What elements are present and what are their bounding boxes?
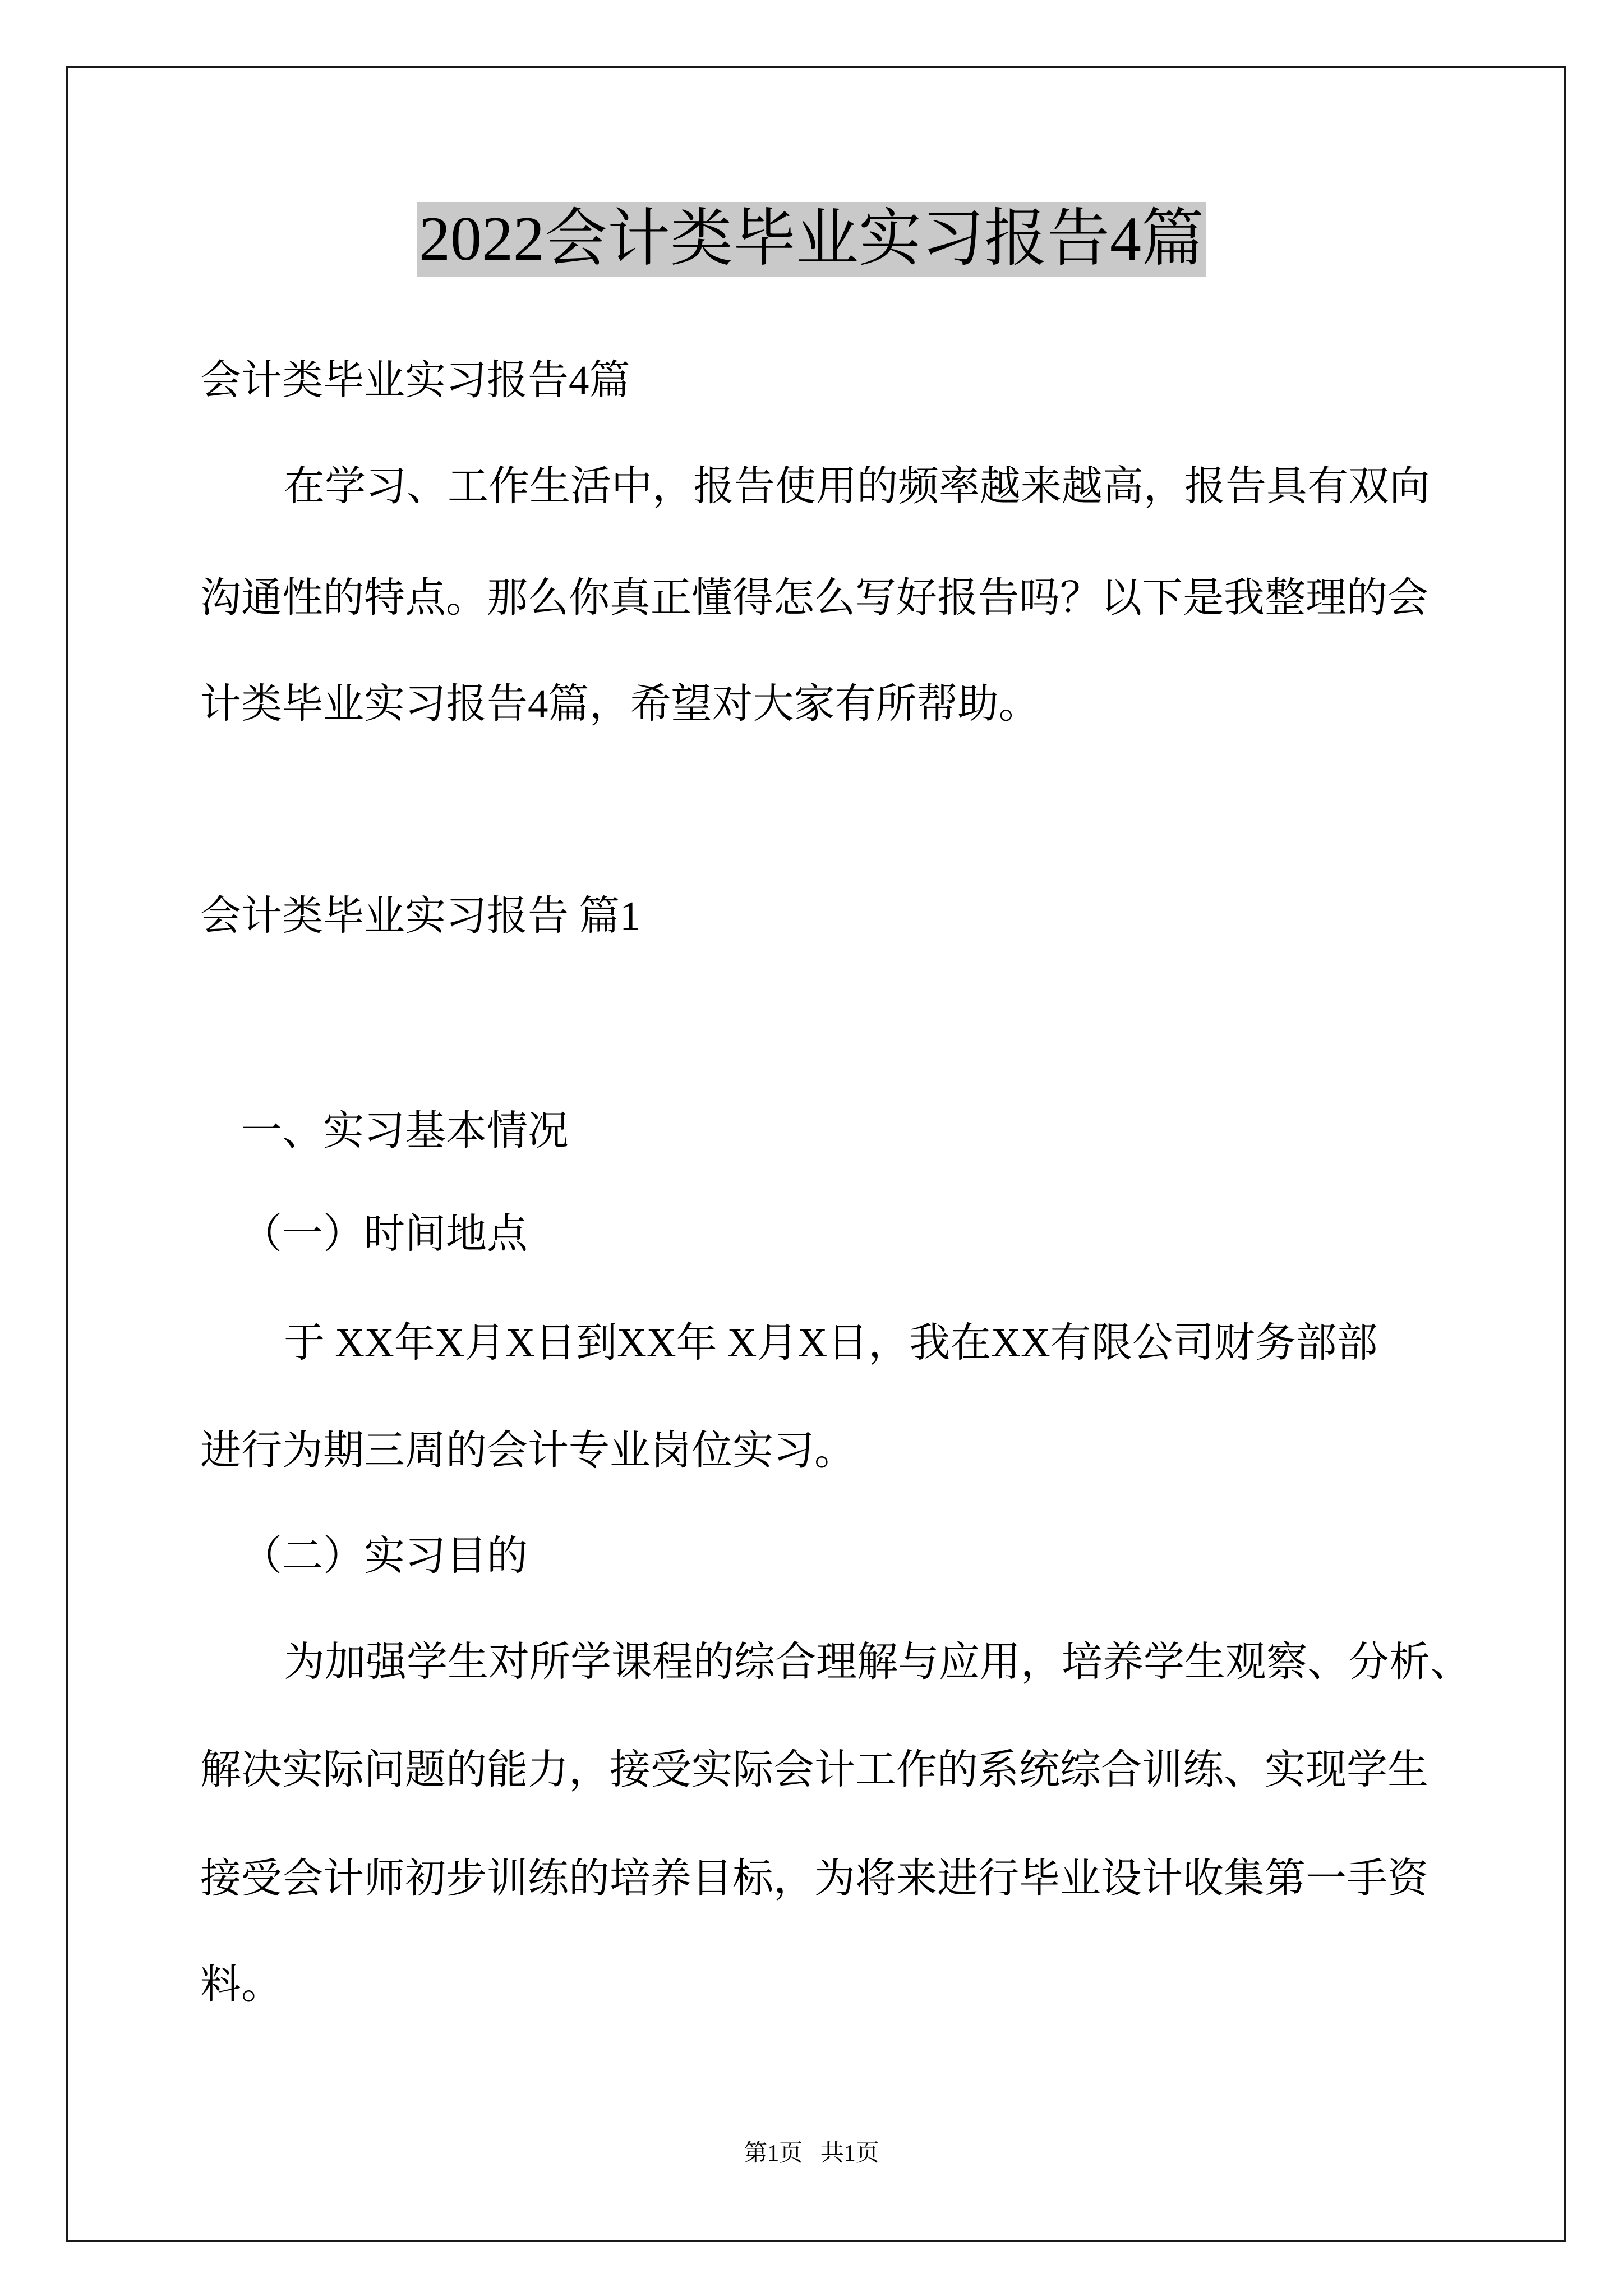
subheading-time-place: （一）时间地点 — [241, 1211, 528, 1257]
paragraph-line: 沟通性的特点。那么你真正懂得怎么写好报告吗？以下是我整理的会 — [200, 575, 1428, 620]
paragraph-line: 料。 — [200, 1962, 282, 2007]
paragraph-line: 为加强学生对所学课程的综合理解与应用，培养学生观察、分析、 — [284, 1639, 1471, 1685]
document-title: 2022会计类毕业实习报告4篇 — [417, 202, 1206, 277]
subheading-purpose: （二）实习目的 — [241, 1533, 528, 1579]
paragraph-line: 解决实际问题的能力，接受实际会计工作的系统综合训练、实现学生 — [200, 1747, 1428, 1792]
title-container — [0, 202, 1623, 277]
paragraph-line: 在学习、工作生活中，报告使用的频率越来越高，报告具有双向 — [284, 463, 1430, 509]
paragraph-line: 接受会计师初步训练的培养目标，为将来进行毕业设计收集第一手资 — [200, 1856, 1428, 1901]
paragraph-line: 于 XX年X月X日到XX年 X月X日，我在XX有限公司财务部部 — [284, 1320, 1378, 1365]
paragraph-line: 计类毕业实习报告4篇，希望对大家有所帮助。 — [200, 681, 1040, 726]
document-subtitle: 会计类毕业实习报告4篇 — [200, 357, 630, 403]
heading-basic-info: 一、实习基本情况 — [241, 1108, 569, 1153]
section-heading: 会计类毕业实习报告 篇1 — [200, 893, 640, 938]
page-footer: 第1页 共1页 — [744, 2141, 879, 2166]
paragraph-line: 进行为期三周的会计专业岗位实习。 — [200, 1428, 855, 1473]
